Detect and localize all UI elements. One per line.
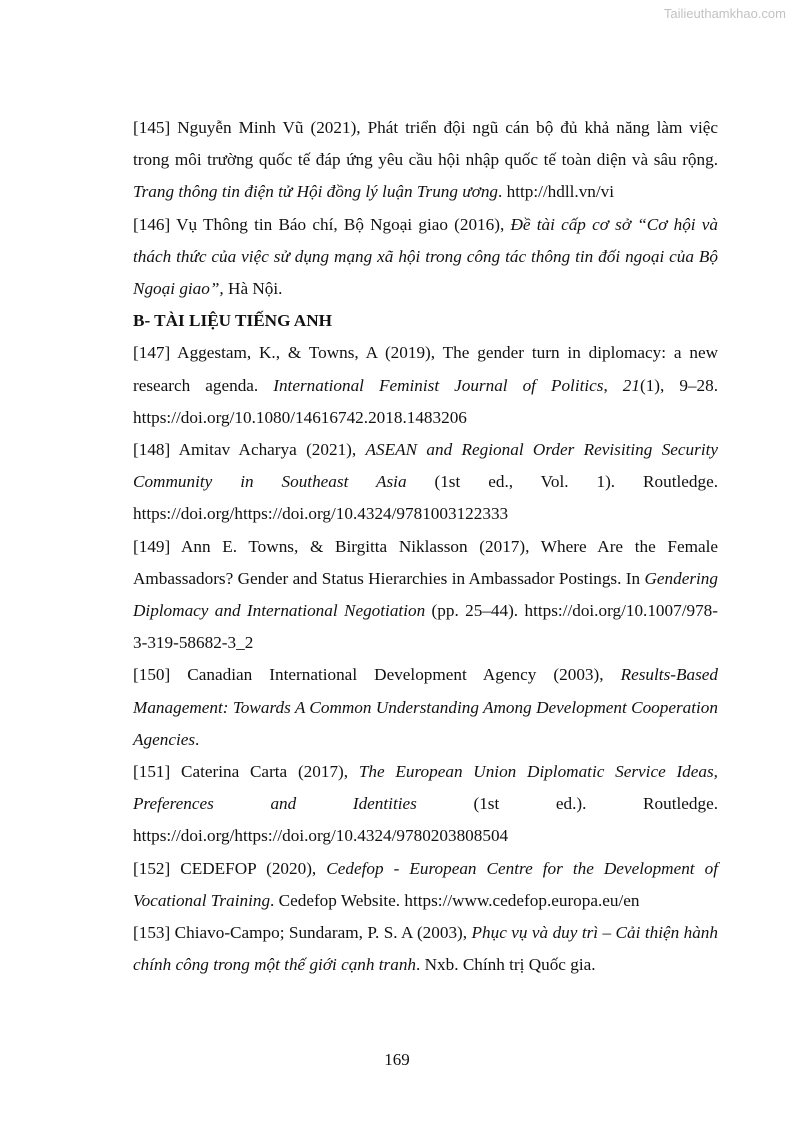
- ref-text: [145] Nguyễn Minh Vũ (2021), Phát triển đội ngũ cán bộ đủ khả năng làm việc trong môi trường quốc tế đáp ứng yêu cầu hội nhập quốc tế toàn diện và sâu rộng.: [133, 118, 718, 170]
- reference-list: [133, 112, 718, 981]
- ref-text: . http://hdll.vn/vi: [498, 182, 615, 202]
- ref-text: (1st ed., Vol. 1). Routledge. https://doi.org/https://doi.org/10.4324/9781003122333: [133, 472, 718, 524]
- reference-150: [133, 659, 718, 756]
- ref-text: (1st ed.). Routledge. https://doi.org/https://doi.org/10.4324/9780203808504: [133, 794, 719, 846]
- reference-147: [133, 337, 718, 434]
- ref-text: [146] Vụ Thông tin Báo chí, Bộ Ngoại giao (2016),: [133, 214, 511, 234]
- ref-title: ASEAN and Regional Order Revisiting Security Community in Southeast Asia: [133, 440, 719, 492]
- ref-title: Gendering Diplomacy and International Negotiation: [133, 568, 718, 621]
- ref-title: Đề tài cấp cơ sở “Cơ hội và thách thức của việc sử dụng mạng xã hội trong công tác thông tin đối ngoại của Bộ Ngoại giao”,: [133, 214, 718, 299]
- ref-volume: 21: [622, 375, 640, 395]
- ref-text: . Nxb. Chính trị Quốc gia.: [416, 955, 596, 975]
- ref-text: [149] Ann E. Towns, & Birgitta Niklasson (2017), Where Are the Female Ambassadors? Gender and Status Hierarchies in Ambassador Postings. In: [133, 536, 718, 588]
- reference-146: [133, 209, 718, 306]
- ref-title: The European Union Diplomatic Service Ideas, Preferences and Identities: [133, 762, 718, 814]
- ref-text: [148] Amitav Acharya (2021),: [133, 440, 366, 460]
- reference-152: [133, 853, 718, 917]
- reference-151: [133, 756, 718, 853]
- page-number: 169: [384, 1050, 410, 1069]
- ref-title: Trang thông tin điện tử Hội đồng lý luận Trung ương: [133, 182, 499, 202]
- ref-text: [150] Canadian International Development Agency (2003),: [133, 665, 621, 685]
- ref-text: (1), 9–28. https://doi.org/10.1080/14616742.2018.1483206: [133, 375, 719, 427]
- reference-148: [133, 434, 718, 531]
- ref-text: [153] Chiavo-Campo; Sundaram, P. S. A (2003),: [133, 923, 472, 943]
- ref-text: Hà Nội.: [223, 279, 283, 299]
- reference-145: [133, 112, 718, 209]
- reference-153: [133, 917, 718, 981]
- ref-text: [151] Caterina Carta (2017),: [133, 762, 359, 782]
- ref-text: ,: [603, 375, 623, 395]
- reference-149: [133, 531, 718, 660]
- ref-title: Phục vụ và duy trì – Cải thiện hành chính công trong một thế giới cạnh tranh: [133, 923, 718, 975]
- ref-text: .: [195, 729, 200, 749]
- ref-title: Cedefop - European Centre for the Development of Vocational Training: [133, 858, 718, 910]
- ref-text: [152] CEDEFOP (2020),: [133, 858, 327, 878]
- ref-text: [147] Aggestam, K., & Towns, A (2019), The gender turn in diplomacy: a new research agenda.: [133, 343, 718, 395]
- watermark: Tailieuthamkhao.com: [663, 6, 786, 21]
- ref-title: Results-Based Management: Towards A Common Understanding Among Development Cooperation Agencies: [133, 665, 718, 749]
- ref-text: . Cedefop Website. https://www.cedefop.europa.eu/en: [270, 890, 640, 910]
- ref-text: (pp. 25–44). https://doi.org/10.1007/978-3-319-58682-3_2: [133, 601, 718, 653]
- ref-title: International Feminist Journal of Politics: [273, 375, 604, 395]
- section-heading: B- TÀI LIỆU TIẾNG ANH: [133, 311, 332, 331]
